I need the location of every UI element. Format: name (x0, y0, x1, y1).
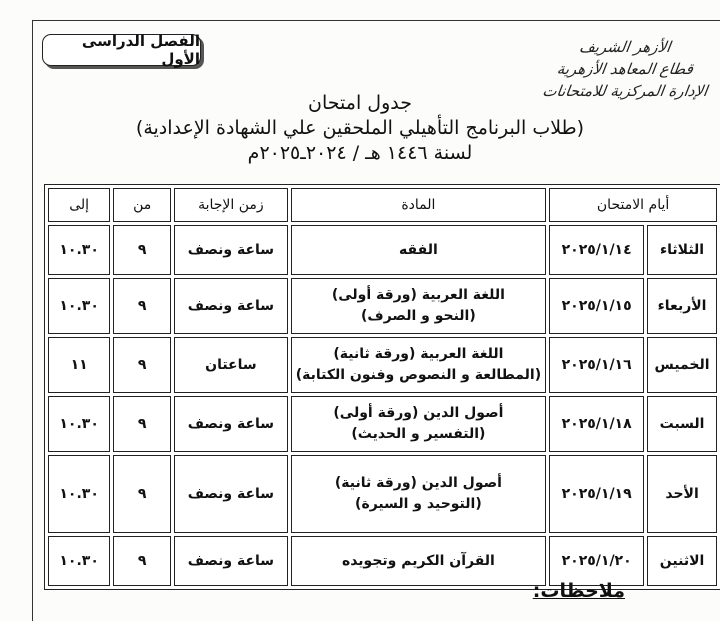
duration-cell: ساعة ونصف (174, 225, 288, 275)
title-line-1: جدول امتحان (308, 92, 412, 114)
subject-line-1: القرآن الكريم وتجويده (341, 552, 495, 569)
to-cell: ١٠.٣٠ (48, 396, 110, 452)
duration-cell: ساعة ونصف (174, 278, 288, 334)
header-to: إلى (48, 188, 110, 222)
subject-line-2: (التفسير و الحديث) (351, 426, 486, 442)
logo-line-3: الإدارة المركزية للامتحانات (541, 82, 709, 100)
header-days: أيام الامتحان (549, 188, 717, 222)
title-line-3: لسنة ١٤٤٦ هـ / ٢٠٢٤ـ٢٠٢٥م (247, 142, 473, 164)
subject-cell (291, 337, 546, 393)
subject-line-2: (النحو و الصرف) (361, 308, 476, 324)
subject-cell (291, 278, 546, 334)
subject-cell (291, 536, 546, 586)
subject-line-1: اللغة العربية (ورقة أولى) (331, 287, 505, 303)
header-from: من (113, 188, 171, 222)
notes-label: ملاحظات: (532, 580, 625, 602)
to-cell: ١٠.٣٠ (48, 278, 110, 334)
day-cell: الاثنين (647, 536, 717, 586)
to-cell: ١٠.٣٠ (48, 225, 110, 275)
from-cell: ٩ (113, 396, 171, 452)
date-cell: ٢٠٢٥/١/١٨ (549, 396, 644, 452)
logo-line-1: الأزهر الشريف (578, 38, 672, 56)
day-cell: الخميس (647, 337, 717, 393)
subject-line-1: أصول الدين (ورقة أولى) (333, 405, 504, 421)
table-row (48, 455, 717, 533)
date-cell: ٢٠٢٥/١/١٥ (549, 278, 644, 334)
subject-line-1: أصول الدين (ورقة ثانية) (334, 475, 502, 491)
from-cell: ٩ (113, 337, 171, 393)
subject-cell (291, 396, 546, 452)
logo-line-2: قطاع المعاهد الأزهرية (555, 60, 695, 78)
date-cell: ٢٠٢٥/١/٢٠ (549, 536, 644, 586)
subject-line-1: الفقه (399, 241, 438, 258)
to-cell: ١٠.٣٠ (48, 536, 110, 586)
table-row (48, 278, 717, 334)
table-row (48, 337, 717, 393)
title-line-2: (طلاب البرنامج التأهيلي الملحقين علي الشهادة الإعدادية) (135, 117, 585, 139)
header-duration: زمن الإجابة (174, 188, 288, 222)
day-cell: السبت (647, 396, 717, 452)
subject-line-2: (التوحيد و السيرة) (355, 496, 482, 512)
duration-cell: ساعتان (174, 337, 288, 393)
day-cell: الأحد (647, 455, 717, 533)
subject-cell (291, 455, 546, 533)
from-cell: ٩ (113, 225, 171, 275)
header-subject: المادة (291, 188, 546, 222)
date-cell: ٢٠٢٥/١/١٤ (549, 225, 644, 275)
table-row (48, 536, 717, 586)
from-cell: ٩ (113, 536, 171, 586)
table-header-row (48, 188, 717, 222)
to-cell: ١٠.٣٠ (48, 455, 110, 533)
date-cell: ٢٠٢٥/١/١٦ (549, 337, 644, 393)
duration-cell: ساعة ونصف (174, 536, 288, 586)
table-row (48, 396, 717, 452)
semester-label: الفصل الدراسى الأول (42, 34, 201, 66)
from-cell: ٩ (113, 455, 171, 533)
subject-line-1: اللغة العربية (ورقة ثانية) (333, 346, 504, 362)
date-cell: ٢٠٢٥/١/١٩ (549, 455, 644, 533)
subject-line-2: (المطالعة و النصوص وفنون الكتابة) (295, 367, 542, 383)
day-cell: الأربعاء (647, 278, 717, 334)
table-row (48, 225, 717, 275)
duration-cell: ساعة ونصف (174, 455, 288, 533)
exam-schedule-table (44, 184, 720, 590)
from-cell: ٩ (113, 278, 171, 334)
to-cell: ١١ (48, 337, 110, 393)
duration-cell: ساعة ونصف (174, 396, 288, 452)
day-cell: الثلاثاء (647, 225, 717, 275)
subject-cell (291, 225, 546, 275)
